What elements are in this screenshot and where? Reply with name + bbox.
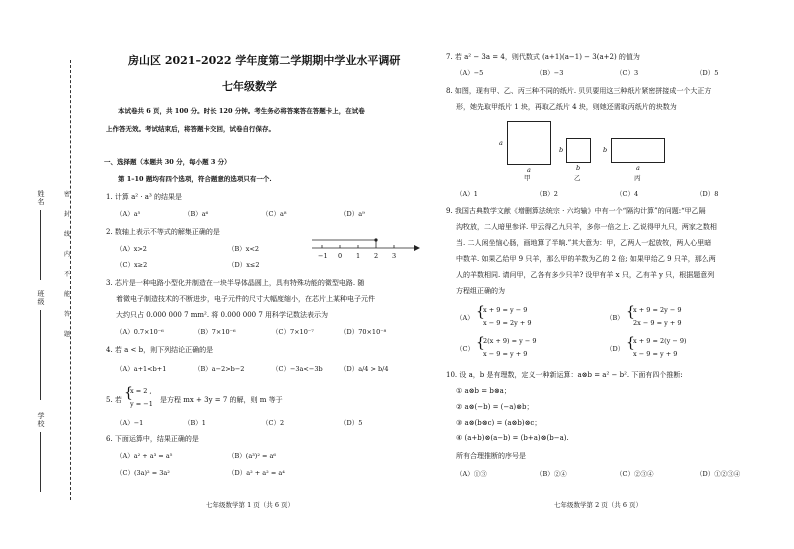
- q9-d-eq: x − 9 = y + 9: [633, 350, 678, 358]
- fig-caption-jia: 甲: [524, 174, 531, 182]
- fig-caption-yi: 乙: [574, 174, 581, 182]
- page-footer-right: 七年级数学第 2 页（共 6 页）: [554, 501, 643, 509]
- q9-b-eq: 2x − 9 = y + 9: [633, 319, 682, 327]
- q10-item: ① a⊗b = b⊗a；: [456, 387, 511, 395]
- seal-char: 密: [64, 188, 70, 199]
- q7-option: （B）−3: [536, 69, 564, 77]
- q8-option: （C）4: [616, 190, 639, 198]
- q9-b-eq: x + 9 = 2y − 9: [633, 306, 682, 314]
- question-8-line-2: 形，她先取甲纸片 1 块，再取乙纸片 4 块，则她还需取丙纸片的块数为: [456, 103, 677, 111]
- seal-char: 封: [64, 208, 70, 219]
- exam-subtitle: 七年级数学: [222, 80, 277, 93]
- question-5-prefix: 5. 若: [106, 396, 122, 404]
- q3-option: （C）7×10⁻⁷: [272, 328, 314, 336]
- question-4: 4. 若 a < b，则下列结论正确的是: [106, 346, 214, 354]
- q6-option: （D）a² + a² = a⁴: [228, 469, 285, 477]
- seal-char: 线: [64, 228, 70, 239]
- q4-option: （D）a/4 > b/4: [340, 365, 389, 373]
- q3-option: （D）70×10⁻⁸: [340, 328, 387, 336]
- q7-option: （A）−5: [456, 69, 484, 77]
- question-1: 1. 计算 a² · a³ 的结果是: [106, 193, 182, 201]
- q8-option: （D）8: [696, 190, 719, 198]
- q7-option: （D）5: [696, 69, 719, 77]
- fig-caption-bing: 丙: [634, 174, 641, 182]
- tick-label: 2: [374, 252, 379, 260]
- name-label: 姓名: [37, 190, 45, 206]
- question-5-suffix: 是方程 mx + 3y = 7 的解，则 m 等于: [160, 396, 283, 404]
- question-3-line-2: 着微电子制造技术的不断进步，电子元件的尺寸大幅度缩小，在芯片上某种电子元件: [116, 295, 375, 303]
- q1-option: （C）a⁸: [262, 210, 287, 218]
- question-9-line-2: 沟牧放，二人暗里参详. 甲云得乙九只羊，多你一倍之上. 乙说得甲九只，两家之数相: [456, 223, 717, 231]
- q8-option: （A）1: [456, 190, 478, 198]
- q5-option: （A）−1: [116, 419, 144, 427]
- question-8-line-1: 8. 如图，现有甲、乙、丙三种不同的纸片. 贝贝要用这三种纸片紧密拼接成一个大正方: [446, 87, 712, 95]
- q3-option: （B）7×10⁻⁶: [194, 328, 236, 336]
- class-underline: [40, 310, 41, 400]
- q5-option: （B）1: [184, 419, 206, 427]
- tick-label: 3: [392, 252, 397, 260]
- q6-option: （A）a² + a³ = a⁵: [116, 452, 173, 460]
- q10-item: ④ (a+b)⊗(a−b) = (b+a)⊗(b−a).: [456, 434, 569, 442]
- q10-ask: 所有合理推断的序号是: [456, 452, 526, 460]
- section-1-heading: 一、选择题（本题共 30 分，每小题 3 分）: [104, 158, 231, 166]
- fig-label: a: [527, 166, 531, 174]
- q9-option-label: （D）: [606, 345, 625, 353]
- q10-item: ② a⊗(−b) = (−a)⊗b；: [456, 403, 534, 411]
- fig-label: a: [499, 139, 503, 147]
- fig-label: b: [576, 164, 581, 172]
- section-1-note: 第 1–10 题均有四个选项，符合题意的选项只有一个.: [118, 175, 272, 183]
- question-3-line-1: 3. 芯片是一种电路小型化并制造在一块半导体晶圆上，具有特殊功能的微型电路. 随: [106, 279, 365, 287]
- square-jia: [507, 121, 551, 165]
- q4-option: （C）−3a<−3b: [272, 365, 323, 373]
- seal-char: 题: [64, 328, 70, 339]
- q5-option: （D）5: [340, 419, 363, 427]
- q9-d-eq: x + 9 = 2(y − 9): [633, 337, 687, 345]
- fig-label: b: [559, 146, 564, 154]
- seal-char: 能: [64, 288, 70, 299]
- seal-char: 答: [64, 308, 70, 319]
- q9-option-label: （C）: [456, 345, 474, 353]
- q6-option: （C）(3a)² = 3a²: [116, 469, 170, 477]
- q3-option: （A）0.7×10⁻⁶: [116, 328, 164, 336]
- q10-option: （D）①②③④: [696, 470, 741, 478]
- q9-option-label: （A）: [456, 314, 474, 322]
- q7-option: （C）3: [616, 69, 639, 77]
- question-9-line-4: 中数羊. 如果乙给甲 9 只羊，那么甲的羊数为乙的 2 倍; 如果甲给乙 9 只羊，那么两: [456, 255, 716, 263]
- rect-bing: [611, 138, 665, 163]
- system-brace: {: [124, 385, 133, 401]
- q2-option: （D）x≤2: [228, 261, 260, 269]
- page-footer-left: 七年级数学第 1 页（共 6 页）: [206, 501, 295, 509]
- seal-char: 内: [64, 248, 70, 259]
- exam-title: 房山区 2021–2022 学年度第二学期期中学业水平调研: [128, 54, 401, 67]
- tick-label: 1: [356, 252, 361, 260]
- school-underline: [40, 432, 41, 492]
- q4-option: （A）a+1<b+1: [116, 365, 167, 373]
- notice-line-1: 本试卷共 6 页，共 100 分。时长 120 分钟。考生务必将答案答在答题卡上，在试卷: [118, 107, 365, 115]
- question-7: 7. 若 a² − 3a = 4，则代数式 (a+1)(a−1) − 3(a+2) 的值为: [446, 53, 640, 61]
- system-brace: {: [476, 335, 485, 351]
- seal-char: 不: [64, 268, 70, 279]
- tick-label: 0: [338, 252, 343, 260]
- q10-option: （B）②④: [536, 470, 567, 478]
- question-3-line-3: 大约只占 0.000 000 7 mm². 将 0.000 000 7 用科学记数法表示为: [116, 311, 329, 319]
- question-9-line-3: 当. 二人闲坐恼心肠，画地算了半晌.”其大意为：甲，乙两人一起放牧，两人心里暗: [456, 239, 712, 247]
- q2-option: （B）x<2: [228, 245, 260, 253]
- question-9-line-5: 人的羊数相同. 请问甲，乙各有多少只羊? 设甲有羊 x 只，乙有羊 y 只，根据题意列: [456, 271, 715, 279]
- square-yi: [566, 138, 591, 163]
- q2-option: （A）x>2: [116, 245, 147, 253]
- q10-item: ③ a⊗(b⊗c) = (a⊗b)⊗c；: [456, 419, 542, 427]
- q10-option: （C）②③④: [616, 470, 654, 478]
- q5-equation: y = −1: [130, 400, 153, 408]
- q10-option: （A）①③: [456, 470, 487, 478]
- class-label: 班级: [37, 290, 45, 306]
- question-9-line-1: 9. 我国古典数学文献《增删算法统宗 · 六均输》中有一个“隔沟计算”的问题:“甲乙隔: [446, 207, 706, 215]
- number-line-figure: [310, 236, 420, 266]
- notice-line-2: 上作答无效。考试结束后，将答题卡交回，试卷自行保存。: [106, 125, 275, 133]
- system-brace: {: [476, 304, 485, 320]
- question-6: 6. 下面运算中，结果正确的是: [106, 435, 199, 443]
- seal-line: [70, 60, 71, 500]
- school-label: 学校: [37, 412, 45, 428]
- q1-option: （B）a⁶: [184, 210, 209, 218]
- q5-option: （C）2: [262, 419, 285, 427]
- binding-sidebar: [0, 0, 90, 549]
- q1-option: （D）a⁹: [340, 210, 365, 218]
- q4-option: （B）a−2>b−2: [194, 365, 245, 373]
- question-9-line-6: 方程组正确的为: [456, 287, 505, 295]
- q9-c-eq: 2(x + 9) = y − 9: [483, 337, 537, 345]
- q9-option-label: （B）: [606, 314, 624, 322]
- q8-option: （B）2: [536, 190, 558, 198]
- q2-option: （C）x≥2: [116, 261, 148, 269]
- q5-equation: x = 2 ,: [130, 387, 152, 395]
- q9-c-eq: x − 9 = y + 9: [483, 350, 528, 358]
- system-brace: {: [626, 304, 635, 320]
- q9-a-eq: x − 9 = 2y + 9: [483, 319, 532, 327]
- tick-label: −1: [318, 252, 328, 260]
- q6-option: （B）(a³)² = a⁶: [228, 452, 276, 460]
- system-brace: {: [626, 335, 635, 351]
- q9-a-eq: x + 9 = y − 9: [483, 306, 528, 314]
- fig-label: a: [636, 164, 640, 172]
- question-2: 2. 数轴上表示不等式的解集正确的是: [106, 228, 220, 236]
- question-10: 10. 设 a，b 是有理数，定义一种新运算：a⊗b = a² − b². 下面有四个推断:: [446, 371, 683, 379]
- name-underline: [40, 210, 41, 280]
- fig-label: b: [603, 146, 608, 154]
- q1-option: （A）a⁵: [116, 210, 141, 218]
